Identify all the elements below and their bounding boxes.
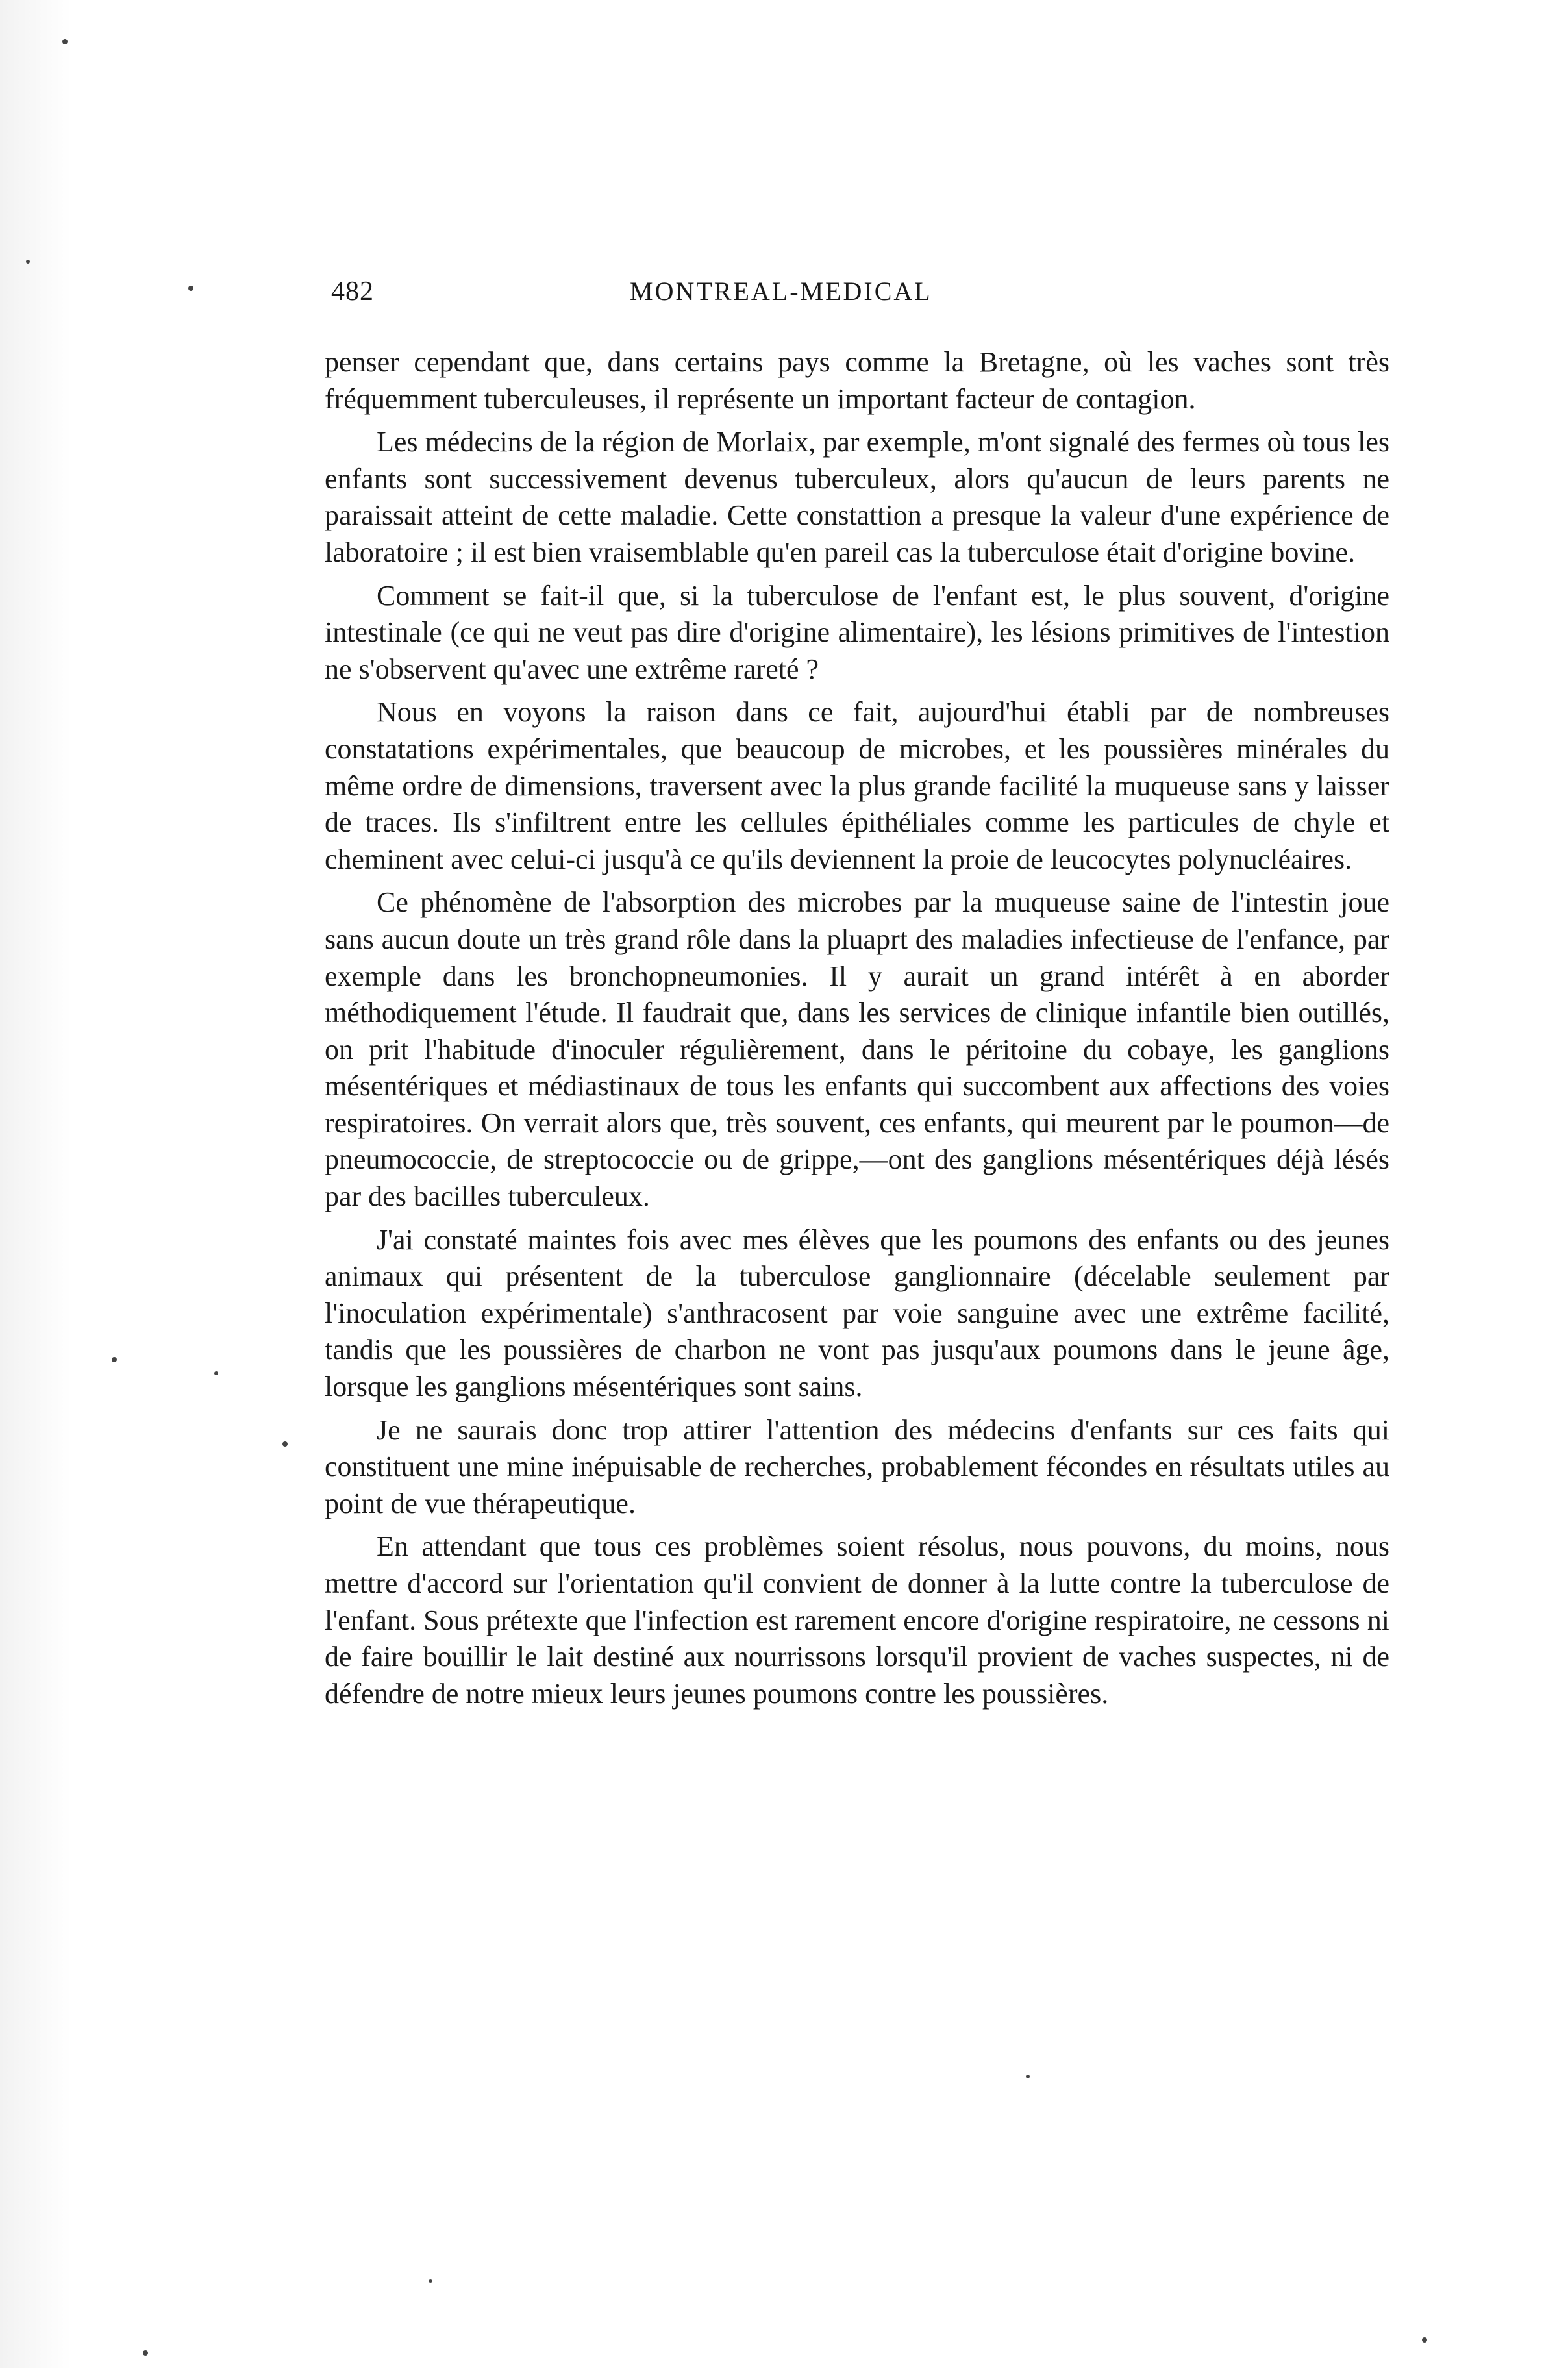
scan-speck xyxy=(26,260,30,264)
scan-speck xyxy=(62,39,68,44)
scan-speck xyxy=(429,2279,432,2283)
scan-edge-shadow xyxy=(0,0,71,2368)
scan-speck xyxy=(188,286,193,291)
body-text xyxy=(325,344,1389,1719)
paragraph-continuation: penser cependant que, dans certains pays comme la Bretagne, où les vaches sont très fréquemment tuberculeuses, il représente un important facteur de contagion. xyxy=(325,346,1389,415)
paragraph: Nous en voyons la raison dans ce fait, aujourd'hui établi par de nombreuses constatations expérimentales, que beaucoup de microbes, et les poussières minérales du même ordre de dimensions, traversent avec la plus grande facilité la muqueuse sans y laisser de traces. Ils s'infiltrent entre les cellules épithéliales comme les particules de chyle et cheminent avec celui-ci jusqu'à ce qu'ils deviennent la proie de leucocytes polynucléaires. xyxy=(325,696,1389,875)
page-number: 482 xyxy=(331,277,374,306)
paragraph: En attendant que tous ces problèmes soient résolus, nous pouvons, du moins, nous mettre d'accord sur l'orientation qu'il convient de donner à la lutte contre la tuberculose de l'enfant. Sous prétexte que l'infection est rarement encore d'origine respiratoire, ne cessons ni de faire bouillir le lait destiné aux nourrissons lorsqu'il provient de vaches suspectes, ni de défendre de notre mieux leurs jeunes poumons contre les poussières. xyxy=(325,1530,1389,1710)
paragraph: Les médecins de la région de Morlaix, par exemple, m'ont signalé des fermes où tous les enfants sont successivement devenus tuberculeux, alors qu'aucun de leurs parents ne paraissait atteint de cette maladie. Cette constattion a presque la valeur d'une expérience de laboratoire ; il est bien vraisemblable qu'en pareil cas la tuberculose était d'origine bovine. xyxy=(325,426,1389,568)
scan-speck xyxy=(282,1441,288,1447)
paragraph: J'ai constaté maintes fois avec mes élèves que les poumons des enfants ou des jeunes animaux qui présentent de la tuberculose ganglionnaire (décelable seulement par l'inoculation expérimentale) s'anthracosent par voie sanguine avec une extrême facilité, tandis que les poussières de charbon ne vont pas jusqu'aux poumons dans le jeune âge, lorsque les ganglions mésentériques sont sains. xyxy=(325,1223,1389,1403)
running-title: MONTREAL-MEDICAL xyxy=(630,277,932,306)
paragraph: Ce phénomène de l'absorption des microbes par la muqueuse saine de l'intestin joue sans aucun doute un très grand rôle dans la pluaprt des maladies infectieuse de l'enfance, par exemple dans les bronchopneumonies. Il y aurait un grand intérêt à en aborder méthodiquement l'étude. Il faudrait que, dans les services de clinique infantile bien outillés, on prit l'habitude d'inoculer régulièrement, dans le péritoine du cobaye, les ganglions mésentériques et médiastinaux de tous les enfants qui succombent aux affections des voies respiratoires. On verrait alors que, très souvent, ces enfants, qui meurent par le poumon—de pneumococcie, de streptococcie ou de grippe,—ont des ganglions mésentériques déjà lésés par des bacilles tuberculeux. xyxy=(325,886,1389,1213)
scan-speck xyxy=(143,2350,148,2356)
scan-speck xyxy=(1026,2075,1030,2078)
scan-speck xyxy=(112,1357,117,1362)
scan-speck xyxy=(214,1371,218,1375)
paragraph: Je ne saurais donc trop attirer l'attention des médecins d'enfants sur ces faits qui constituent une mine inépuisable de recherches, probablement fécondes en résultats utiles au point de vue thérapeutique. xyxy=(325,1414,1389,1519)
paragraph: Comment se fait-il que, si la tuberculose de l'enfant est, le plus souvent, d'origine intestinale (ce qui ne veut pas dire d'origine alimentaire), les lésions primitives de l'intestion ne s'observent qu'avec une extrême rareté ? xyxy=(325,579,1389,685)
page-header xyxy=(331,276,1305,321)
scan-speck xyxy=(1422,2337,1427,2343)
